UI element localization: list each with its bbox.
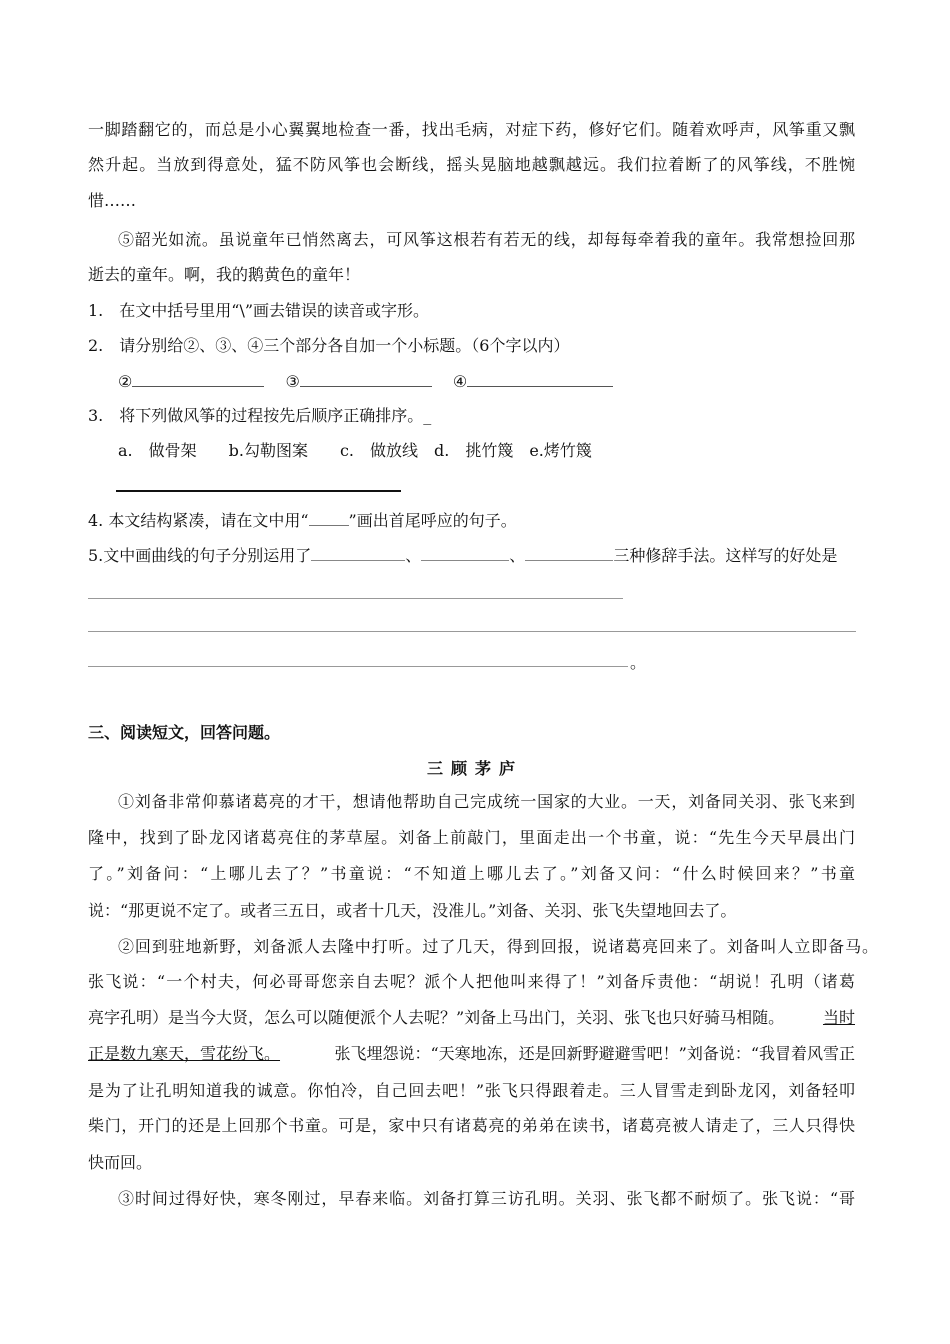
answer-blank[interactable]: [311, 544, 405, 561]
answer-blank[interactable]: [525, 544, 613, 561]
question-text: 5.文中画曲线的句子分别运用了: [88, 546, 312, 565]
passage-text: 亮字孔明）是当今大贤，怎么可以随便派个人去呢？”刘备上马出门，关羽、张飞也只好骑马相随。: [88, 1008, 785, 1027]
passage-line: 说：“那更说不定了。或者三五日，或者十几天，没准儿。”刘备、关羽、张飞失望地回去了。: [88, 901, 737, 920]
passage-line: 逝去的童年。啊，我的鹅黄色的童年！: [88, 265, 361, 284]
question-text: ”画出首尾呼应的句子。: [348, 511, 517, 530]
question-3: 3. 将下列做风筝的过程按先后顺序正确排序。_: [88, 406, 432, 425]
curved-underline-sentence: 当时: [822, 1008, 855, 1027]
passage-line: ②回到驻地新野，刘备派人去隆中打听。过了几天，得到回报，说诸葛亮回来了。刘备叫人立即备马。: [118, 937, 878, 956]
question-4: [88, 509, 517, 532]
answer-line[interactable]: [116, 490, 401, 492]
separator: 、: [509, 546, 526, 565]
question-text: 三种修辞手法。这样写的好处是: [613, 546, 838, 565]
answer-line[interactable]: [88, 666, 628, 667]
passage-line: 柴门，开门的还是上回那个书童。可是，家中只有诸葛亮的弟弟在读书，诸葛亮被人请走了，三人只得快: [88, 1116, 855, 1135]
passage-line: [88, 1007, 855, 1029]
passage-line: 惜……: [88, 191, 137, 210]
passage-line: ⑤韶光如流。虽说童年已悄然离去，可风筝这根若有若无的线，却每每牵着我的童年。我常想捡回那: [118, 230, 855, 249]
section-heading: 三、阅读短文，回答问题。: [88, 723, 281, 742]
question-5: [88, 544, 837, 567]
question-2: 2. 请分别给②、③、④三个部分各自加一个小标题。（6个字以内）: [88, 336, 570, 355]
answer-blank[interactable]: [467, 370, 613, 387]
passage-title: 三顾茅庐: [426, 759, 523, 778]
question-3-options: a. 做骨架 b.勾勒图案 c. 做放线 d. 挑竹篾 e.烤竹篾: [118, 441, 592, 460]
question-text: 4. 本文结构紧凑，请在文中用“: [88, 511, 309, 530]
period: 。: [630, 653, 647, 672]
passage-line: 隆中，找到了卧龙冈诸葛亮住的茅草屋。刘备上前敲门，里面走出一个书童，说：“先生今天早晨出门: [88, 828, 855, 847]
answer-line[interactable]: [88, 631, 856, 632]
blank-label: ④: [452, 372, 468, 391]
passage-line: 了。”刘备问：“上哪儿去了？”书童说：“不知道上哪儿去了。”刘备又问：“什么时候回来？”书童: [88, 864, 855, 883]
passage-line: 是为了让孔明知道我的诚意。你怕冷，自己回去吧！”张飞只得跟着走。三人冒雪走到卧龙冈，刘备轻叩: [88, 1081, 855, 1100]
answer-blank[interactable]: [300, 370, 432, 387]
blank-label: ③: [285, 372, 300, 391]
passage-line: ③时间过得好快，寒冬刚过，早春来临。刘备打算三访孔明。关羽、张飞都不耐烦了。张飞说：“哥: [118, 1189, 855, 1208]
passage-line: 快而回。: [88, 1153, 153, 1172]
answer-blank[interactable]: [132, 370, 264, 387]
underline-sample: [309, 509, 349, 526]
curved-underline-sentence: 正是数九寒天，雪花纷飞。: [88, 1044, 281, 1063]
question-1: 1. 在文中括号里用“\”画去错误的读音或字形。: [88, 301, 430, 320]
separator: 、: [405, 546, 422, 565]
answer-blank[interactable]: [421, 544, 509, 561]
passage-text: 张飞埋怨说：“天寒地冻，还是回新野避避雪吧！”刘备说：“我冒着风雪正: [334, 1044, 855, 1063]
passage-line: 然升起。当放到得意处，猛不防风筝也会断线，摇头晃脑地越飘越远。我们拉着断了的风筝线，不胜惋: [88, 155, 855, 174]
passage-line: [88, 1043, 855, 1065]
answer-line[interactable]: [88, 598, 623, 599]
passage-line: 一脚踏翻它的，而总是小心翼翼地检查一番，找出毛病，对症下药，修好它们。随着欢呼声，风筝重又飘: [88, 120, 855, 139]
blank-label: ②: [118, 372, 133, 391]
passage-line: 张飞说：“一个村夫，何必哥哥您亲自去呢？派个人把他叫来得了！”刘备斥责他：“胡说！孔明（诸葛: [88, 972, 855, 991]
passage-line: ①刘备非常仰慕诸葛亮的才干，想请他帮助自己完成统一国家的大业。一天，刘备同关羽、张飞来到: [118, 792, 855, 811]
question-2-answers: [118, 370, 613, 393]
